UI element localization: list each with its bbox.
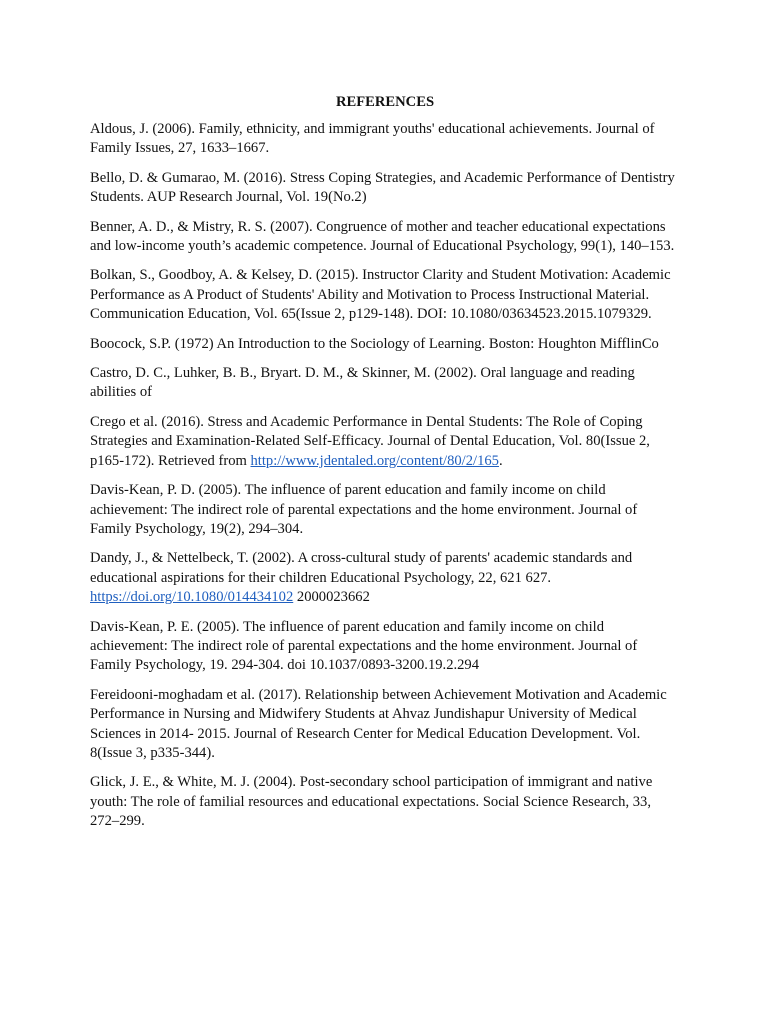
reference-entry-bello	[90, 169, 680, 208]
reference-entry-davis-kean-2005a	[90, 481, 680, 539]
reference-entry-benner	[90, 218, 680, 257]
reference-entry-aldous	[90, 120, 680, 159]
reference-text: Crego et al. (2016). Stress and Academic Performance in Dental Students: The Role of Coping Strategies and Examination-Related Self-Efficacy. Journal of Dental Education, Vol. 80(Issue 2, p165-172). Retrieved from	[90, 413, 650, 469]
reference-text: Bolkan, S., Goodboy, A. & Kelsey, D. (2015). Instructor Clarity and Student Motivation: Academic Performance as A Product of Students' Ability and Motivation to Process Instructional Material. Communication Education, Vol. 65(Issue 2, p129-148). DOI: 10.1080/03634523.2015.1079329.	[90, 267, 671, 323]
reference-text: Aldous, J. (2006). Family, ethnicity, and immigrant youths' educational achievements. Journal of Family Issues, 27, 1633–1667.	[90, 121, 655, 157]
reference-entry-castro	[90, 364, 680, 403]
reference-entry-fereidooni	[90, 686, 680, 764]
reference-text: Davis-Kean, P. E. (2005). The influence of parent education and family income on child achievement: The indirect role of parental expectations and the home environment. Journal of Family Psychology, 19. 294-304. doi 10.1037/0893-3200.19.2.294	[90, 618, 638, 674]
reference-text: Glick, J. E., & White, M. J. (2004). Post-secondary school participation of immigrant and native youth: The role of familial resources and educational expectations. Social Science Research, 33, 272–299.	[90, 774, 653, 830]
reference-text: Boocock, S.P. (1972) An Introduction to the Sociology of Learning. Boston: Houghton MifflinCo	[90, 335, 659, 352]
references-heading: REFERENCES	[335, 94, 435, 110]
reference-entry-dandy	[90, 549, 680, 607]
reference-text-after: .	[498, 452, 503, 469]
reference-text: Bello, D. & Gumarao, M. (2016). Stress Coping Strategies, and Academic Performance of Dentistry Students. AUP Research Journal, Vol. 19(No.2)	[90, 169, 675, 206]
reference-text: Dandy, J., & Nettelbeck, T. (2002). A cross-cultural study of parents' academic standards and educational aspirations for their children Educational Psychology, 22, 621 627.	[90, 550, 633, 586]
reference-entry-glick	[90, 773, 680, 831]
reference-entry-crego	[90, 413, 680, 471]
reference-text: Davis-Kean, P. D. (2005). The influence of parent education and family income on child achievement: The indirect role of parental expectations and the home environment. Journal of Family Psychology, 19(2), 294–304.	[90, 482, 638, 537]
reference-text: Fereidooni-moghadam et al. (2017). Relationship between Achievement Motivation and Academic Performance in Nursing and Midwifery Students at Ahvaz Jundishapur University of Medical Sciences in 2014- 2015. Journal of Research Center for Medical Education Development. Vol. 8(Issue 3, p335-344).	[90, 686, 667, 761]
reference-link-doi[interactable]: https://doi.org/10.1080/014434102	[90, 589, 294, 606]
reference-text-after: 2000023662	[293, 589, 370, 606]
reference-entry-bolkan	[90, 266, 680, 324]
document-page	[90, 92, 680, 842]
reference-text: Benner, A. D., & Mistry, R. S. (2007). Congruence of mother and teacher educational expectations and low-income youth’s academic competence. Journal of Educational Psychology, 99(1), 140–153.	[90, 218, 675, 255]
reference-link-jdentaled[interactable]: http://www.jdentaled.org/content/80/2/165	[250, 452, 499, 469]
reference-entry-boocock	[90, 335, 680, 354]
reference-text: Castro, D. C., Luhker, B. B., Bryart. D. M., & Skinner, M. (2002). Oral language and reading abilities of	[90, 365, 635, 401]
reference-entry-davis-kean-2005b	[90, 618, 680, 676]
